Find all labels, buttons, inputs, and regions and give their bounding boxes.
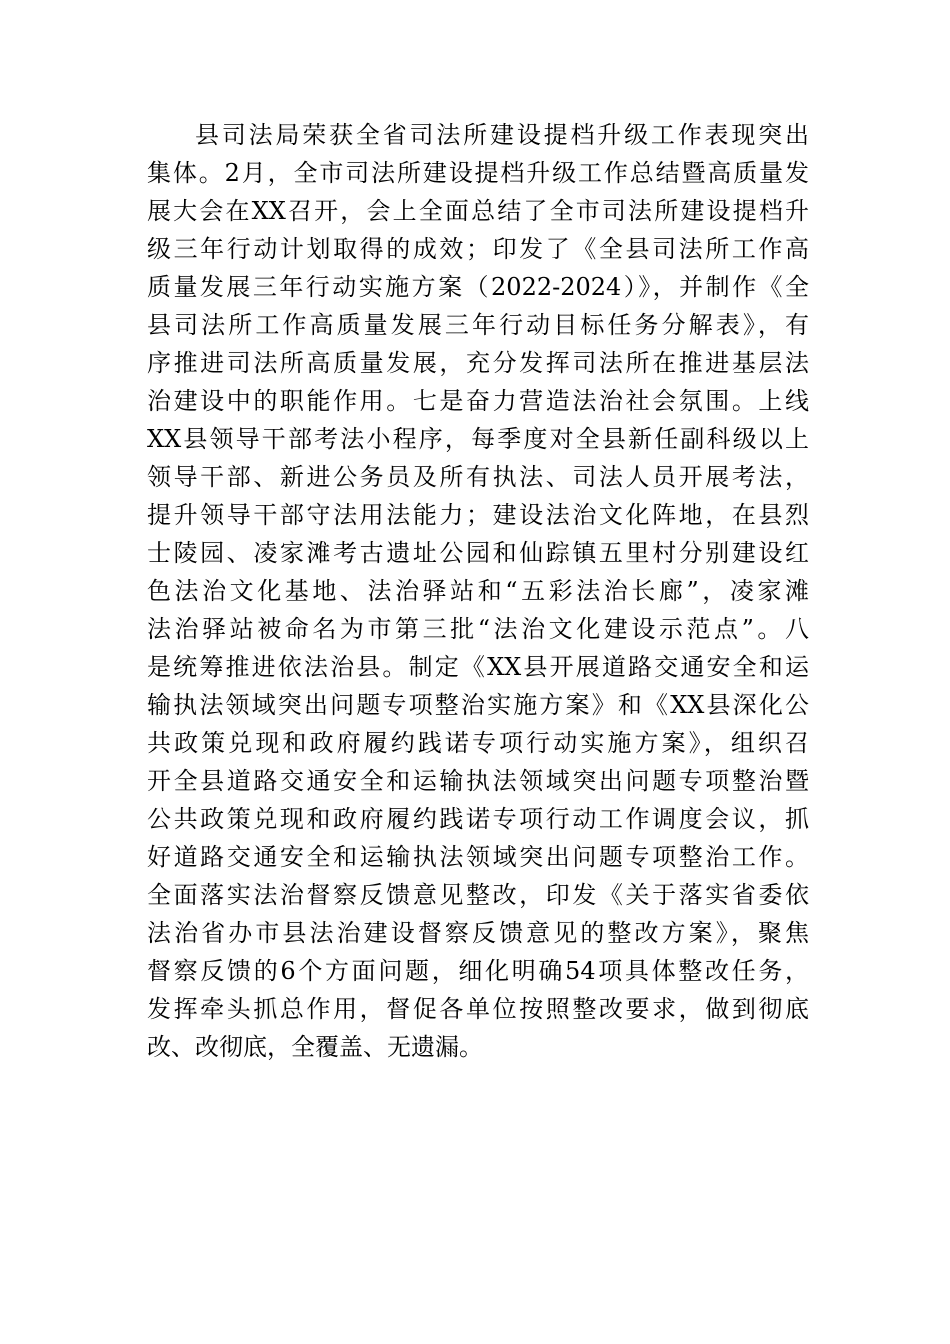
paragraph-line: 士陵园、凌家滩考古遗址公园和仙踪镇五里村分别建设红 [147, 539, 809, 567]
paragraph-line: 集体。2月，全市司法所建设提档升级工作总结暨高质量发 [147, 159, 809, 187]
paragraph-line: 发挥牵头抓总作用，督促各单位按照整改要求，做到彻底 [147, 995, 809, 1023]
paragraph-line: 改、改彻底，全覆盖、无遗漏。 [147, 1033, 483, 1061]
paragraph-line: 县司法所工作高质量发展三年行动目标任务分解表》，有 [147, 311, 809, 339]
paragraph-line: 全面落实法治督察反馈意见整改，印发《关于落实省委依 [147, 881, 809, 909]
paragraph-line: 质量发展三年行动实施方案（2022-2024）》，并制作《全 [147, 273, 809, 301]
paragraph-line: 展大会在XX召开，会上全面总结了全市司法所建设提档升 [147, 197, 809, 225]
paragraph-line: 法治驿站被命名为市第三批“法治文化建设示范点”。八 [147, 615, 809, 643]
body-paragraph [147, 116, 809, 1066]
paragraph-line: 级三年行动计划取得的成效；印发了《全县司法所工作高 [147, 235, 809, 263]
paragraph-line: XX县领导干部考法小程序，每季度对全县新任副科级以上 [147, 425, 809, 453]
paragraph-line: 领导干部、新进公务员及所有执法、司法人员开展考法， [147, 463, 809, 491]
paragraph-line: 是统筹推进依法治县。制定《XX县开展道路交通安全和运 [147, 653, 809, 681]
paragraph-line: 输执法领域突出问题专项整治实施方案》和《XX县深化公 [147, 691, 809, 719]
paragraph-line: 督察反馈的6个方面问题，细化明确54项具体整改任务， [147, 957, 809, 985]
paragraph-line: 色法治文化基地、法治驿站和“五彩法治长廊”，凌家滩 [147, 577, 809, 605]
paragraph-line: 县司法局荣获全省司法所建设提档升级工作表现突出 [195, 121, 809, 149]
paragraph-line: 公共政策兑现和政府履约践诺专项行动工作调度会议，抓 [147, 805, 809, 833]
paragraph-line: 开全县道路交通安全和运输执法领域突出问题专项整治暨 [147, 767, 809, 795]
paragraph-line: 序推进司法所高质量发展，充分发挥司法所在推进基层法 [147, 349, 809, 377]
paragraph-line: 法治省办市县法治建设督察反馈意见的整改方案》，聚焦 [147, 919, 809, 947]
paragraph-line: 提升领导干部守法用法能力；建设法治文化阵地，在县烈 [147, 501, 809, 529]
paragraph-line: 治建设中的职能作用。七是奋力营造法治社会氛围。上线 [147, 387, 809, 415]
paragraph-line: 共政策兑现和政府履约践诺专项行动实施方案》，组织召 [147, 729, 809, 757]
paragraph-line: 好道路交通安全和运输执法领域突出问题专项整治工作。 [147, 843, 809, 871]
